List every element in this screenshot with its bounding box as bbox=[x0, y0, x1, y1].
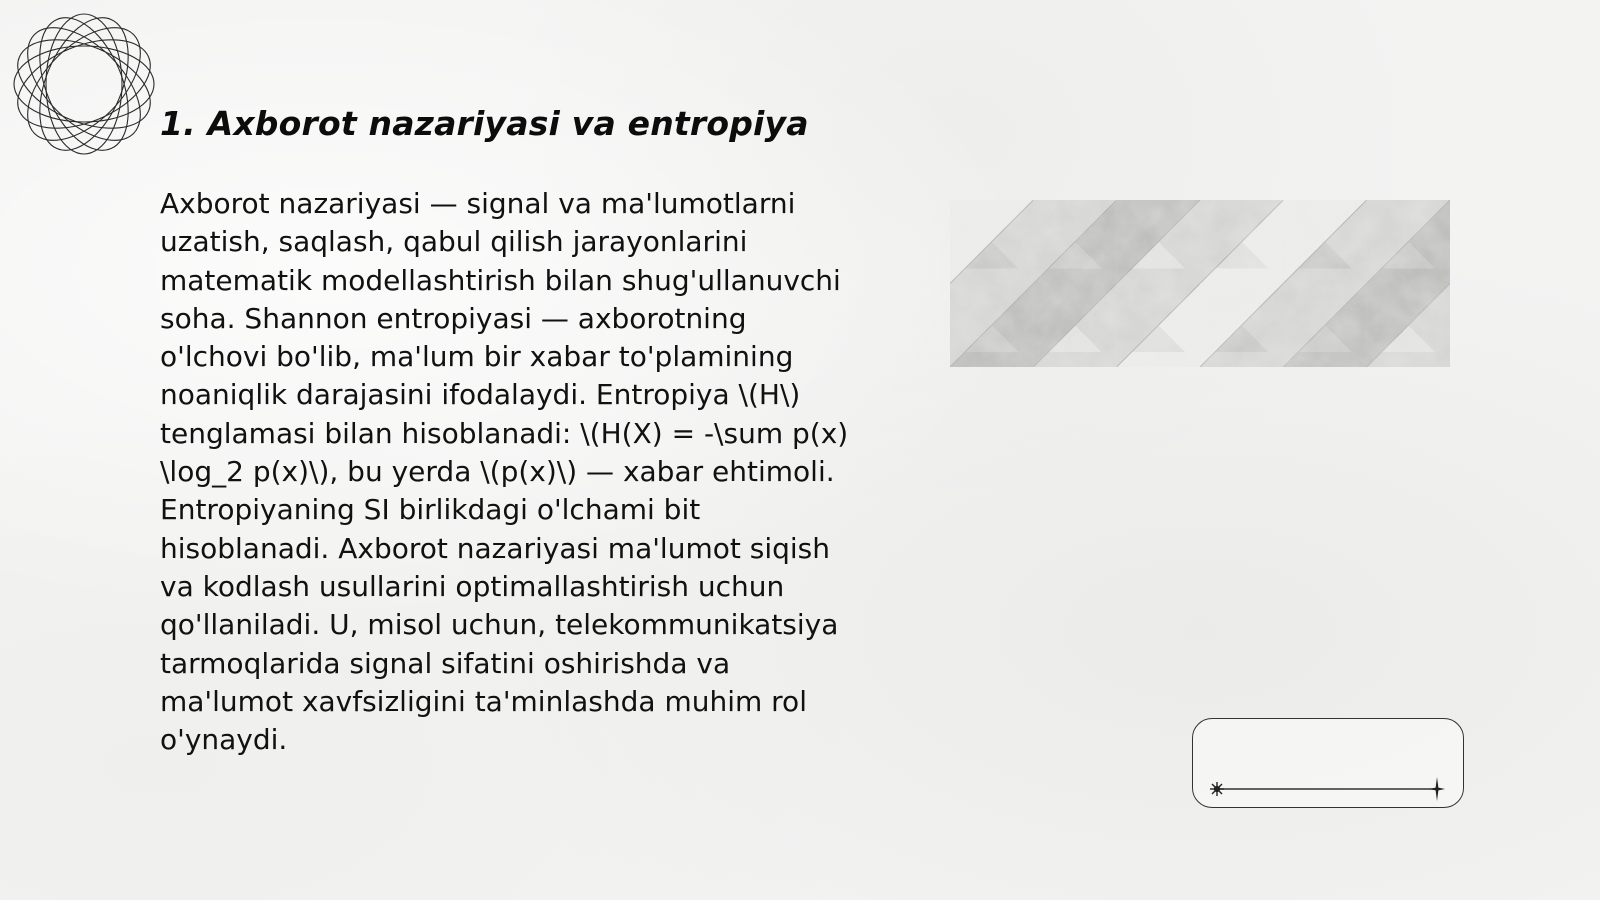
marble-tile-panel bbox=[950, 200, 1450, 367]
sparkle-star-icon bbox=[1210, 782, 1224, 796]
decorative-ticket-card bbox=[1192, 718, 1464, 808]
ticket-line bbox=[1193, 719, 1465, 809]
cross-star-icon bbox=[1429, 777, 1445, 801]
slide-title: 1. Axborot nazariyasi va entropiya bbox=[160, 104, 809, 143]
circle-rosette-icon bbox=[10, 10, 158, 158]
marble-tile-pattern bbox=[950, 200, 1450, 367]
slide-body-text: Axborot nazariyasi — signal va ma'lumotlarni uzatish, saqlash, qabul qilish jarayonlarini matematik modellashtirish bilan shug'ullanuvchi soha. Shannon entropiyasi — axborotning o'lchovi bo'lib, ma'lum bir xabar to'plamining noaniqlik darajasini ifodalaydi. Entropiya \(H\) tenglamasi bilan hisoblanadi: \(H(X) = -\sum p(x) \log_2 p(x)\), bu yerda \(p(x)\) — xabar ehtimoli. Entropiyaning SI birlikdagi o'lchami bit hisoblanadi. Axborot nazariyasi ma'lumot siqish va kodlash usullarini optimallashtirish uchun qo'llaniladi. U, misol uchun, telekommunikatsiya tarmoqlarida signal sifatini oshirishda va ma'lumot xavfsizligini ta'minlashda muhim rol o'ynaydi. bbox=[160, 187, 849, 757]
marble-texture bbox=[950, 200, 1450, 367]
